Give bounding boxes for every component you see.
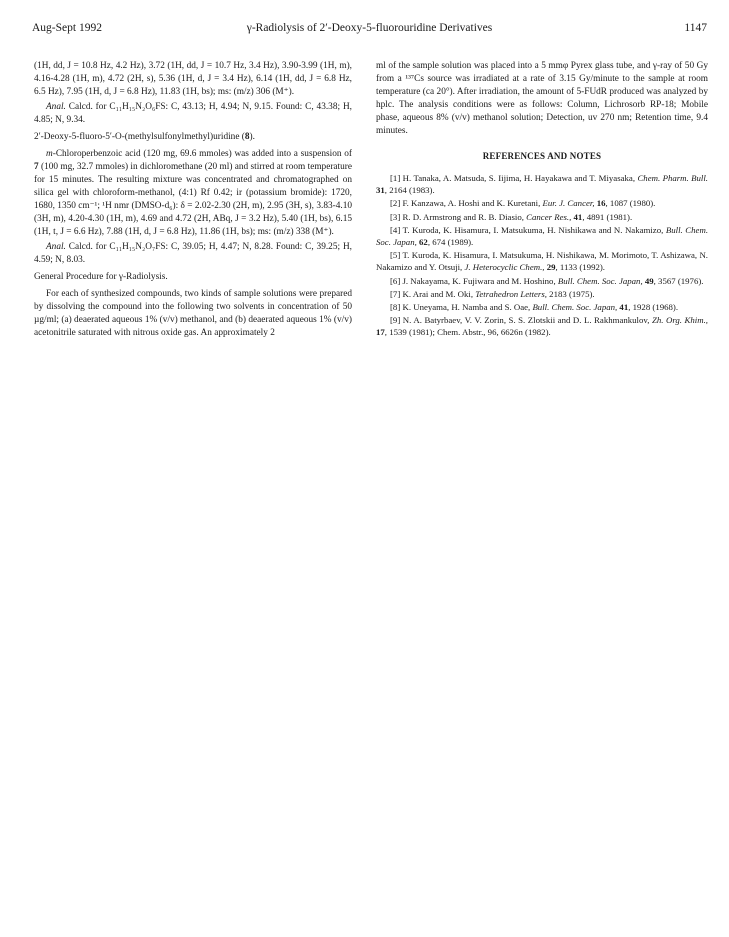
reference-journal: Bull. Chem. Soc. Japan,: [376, 224, 709, 248]
reference-item: [376, 275, 708, 287]
reference-item: [376, 249, 708, 273]
reference-number: [2]: [390, 198, 401, 209]
reference-rest: , 1133 (1992).: [555, 262, 606, 273]
reference-item: [376, 314, 708, 338]
reference-volume: 17: [376, 327, 385, 338]
reference-authors: J. Nakayama, K. Fujiwara and M. Hoshino,: [400, 275, 558, 286]
anal-label: Anal.: [46, 102, 66, 112]
left-column: [34, 60, 352, 340]
reference-journal: Bull. Chem. Soc. Japan,: [532, 302, 618, 313]
reference-authors: N. A. Batyrbaev, V. V. Zorin, S. S. Zlotskii and D. L. Rakhmankulov,: [400, 315, 652, 326]
general-procedure-paragraph: For each of synthesized compounds, two kinds of sample solutions were prepared by dissolving the compound into the following two solvents in concentration of 50 µg/ml; (a) deaerated aqueous 1% (v/v) methanol, and (b) deaerated aqueous 1% (v/v) acetonitrile saturated with nitrous oxide gas. An approximately 2: [34, 289, 352, 338]
reference-rest: , 2164 (1983).: [384, 185, 435, 196]
synthesis-text: -Chloroperbenzoic acid (120 mg, 69.6 mmoles) was added into a suspension of: [52, 149, 352, 159]
reference-authors: R. D. Armstrong and R. B. Diasio,: [400, 211, 527, 222]
reference-item: [376, 211, 708, 223]
page-number: 1147: [684, 22, 707, 34]
compound-name: 2′-Deoxy-5-fluoro-5′-O-(methylsulfonylmethyl)uridine (: [34, 132, 245, 142]
reference-rest: , 1087 (1980).: [605, 198, 656, 209]
reference-authors: F. Kanzawa, A. Hoshi and K. Kuretani,: [400, 198, 543, 209]
references-list: [376, 172, 708, 339]
section-title: General Procedure for γ-Radiolysis.: [34, 272, 168, 282]
anal-text: Calcd. for C₁₁H₁₅N₂O₇FS: C, 39.05; H, 4.47; N, 8.28. Found: C, 39.25; H, 4.59; N, 8.03.: [34, 242, 352, 265]
reference-rest: 2183 (1975).: [546, 288, 595, 299]
issue-date: Aug-Sept 1992: [32, 22, 102, 34]
anal-text: Calcd. for C₁₁H₁₅N₂O₆FS: C, 43.13; H, 4.94; N, 9.15. Found: C, 43.38; H, 4.85; N, 9.34.: [34, 102, 352, 125]
reference-number: [8]: [390, 302, 401, 313]
reference-rest: , 674 (1989).: [427, 237, 474, 248]
nmr-continuation: (1H, dd, J = 10.8 Hz, 4.2 Hz), 3.72 (1H, dd, J = 10.7 Hz, 3.4 Hz), 3.90-3.99 (1H, m), 4.16-4.28 (1H, m), 4.72 (2H, s), 5.36 (1H, d, J = 3.4 Hz), 6.14 (1H, dd, J = 6.8 Hz, 6.5 Hz), 7.95 (1H, d, J = 6.8 Hz), 11.83 (1H, bs); ms: (m/z) 306 (M⁺).: [34, 61, 352, 97]
reference-journal: Chem. Pharm. Bull.: [637, 173, 708, 183]
reference-item: [376, 288, 708, 300]
reference-number: [3]: [390, 211, 401, 222]
reference-volume: 49: [644, 275, 654, 286]
compound-number: 8: [244, 132, 250, 142]
reference-journal: Cancer Res.,: [526, 211, 572, 222]
reference-rest: , 1928 (1968).: [628, 302, 679, 313]
reference-journal: Eur. J. Cancer,: [542, 198, 595, 209]
reference-authors: K. Arai and M. Oki,: [400, 288, 476, 299]
reference-volume: 29: [546, 262, 556, 273]
reference-number: [6]: [390, 275, 401, 286]
reference-number: [5]: [390, 250, 401, 261]
reference-journal: J. Heterocyclic Chem.,: [464, 262, 545, 273]
reference-number: [7]: [390, 288, 401, 299]
reference-volume: 31: [376, 185, 385, 196]
right-column: [376, 60, 708, 340]
reference-volume: 62: [419, 237, 428, 248]
reference-volume: 41: [573, 211, 583, 222]
reference-authors: K. Uneyama, H. Namba and S. Oae,: [400, 302, 533, 313]
compound-ref-7: 7: [34, 162, 39, 172]
reference-journal: Bull. Chem. Soc. Japan,: [557, 275, 643, 286]
reference-item: [376, 197, 708, 209]
reference-journal: Zh. Org. Khim.,: [651, 315, 708, 326]
reference-authors: T. Kuroda, K. Hisamura, I. Matsukuma, H. Nishikawa and N. Nakamizo,: [400, 224, 666, 235]
anal-label: Anal.: [46, 242, 66, 252]
elemental-analysis-2: [34, 241, 352, 267]
page-header: [32, 22, 707, 38]
synthesis-prefix: m: [46, 149, 53, 159]
reference-rest: , 3567 (1976).: [653, 275, 704, 286]
reference-number: [4]: [390, 224, 401, 235]
procedure-continuation: ml of the sample solution was placed into a 5 mmφ Pyrex glass tube, and γ-ray of 50 Gy from a ¹³⁷Cs source was irradiated at a rate of 3.15 Gy/minute to the sample at room temperature (ca 20°). After irradiation, the amount of 5-FUdR produced was analyzed by hplc. The analysis conditions were as follows: Column, Lichrosorb RP-18; Mobile phase, aqueous 8% (v/v) methanol solution; Detection, uv 270 nm; Retention time, 9.4 minutes.: [376, 61, 708, 136]
reference-volume: 41: [619, 302, 629, 313]
reference-item: [376, 301, 708, 313]
compound-close: ).: [249, 132, 255, 142]
synthesis-rest: (100 mg, 32.7 mmoles) in dichloromethane (20 ml) and stirred at room temperature for 15 minutes. The resulting mixture was concentrated and chromatographed on silica gel with chloroform-methanol, (4:1) Rf 0.42; ir (potassium bromide): 1720, 1680, 1350 cm⁻¹; ¹H nmr (DMSO-d₆): δ = 2.02-2.30 (2H, m), 2.95 (3H, s), 3.83-4.10 (3H, m), 4.20-4.30 (1H, m), 4.69 and 4.72 (2H, ABq, J = 3.2 Hz), 5.40 (1H, bs), 6.15 (1H, t, J = 6.6 Hz), 7.88 (1H, d, J = 6.8 Hz), 11.86 (1H, bs); ms: (m/z) 338 (M⁺).: [34, 162, 352, 237]
reference-number: [1]: [390, 173, 401, 183]
elemental-analysis-1: [34, 101, 352, 127]
reference-rest: , 4891 (1981).: [582, 211, 633, 222]
compound-title: [34, 131, 352, 144]
reference-journal: Tetrahedron Letters,: [475, 288, 547, 299]
running-title: γ-Radiolysis of 2′-Deoxy-5-fluorouridine Derivatives: [246, 22, 493, 34]
reference-authors: T. Kuroda, K. Hisamura, I. Matsukuma, H. Nishikawa, M. Morimoto, T. Ashizawa, N. Nakamizo and Y. Otsuji,: [376, 250, 708, 273]
synthesis-paragraph: [34, 148, 352, 239]
reference-volume: 16: [596, 198, 606, 209]
reference-item: [376, 224, 708, 248]
references-heading: REFERENCES AND NOTES: [482, 151, 602, 161]
reference-item: [376, 172, 708, 196]
reference-number: [9]: [390, 315, 401, 326]
reference-rest: , 1539 (1981); Chem. Abstr., 96, 6626n (1982).: [384, 327, 551, 338]
reference-authors: H. Tanaka, A. Matsuda, S. Iijima, H. Hayakawa and T. Miyasaka,: [400, 173, 638, 183]
